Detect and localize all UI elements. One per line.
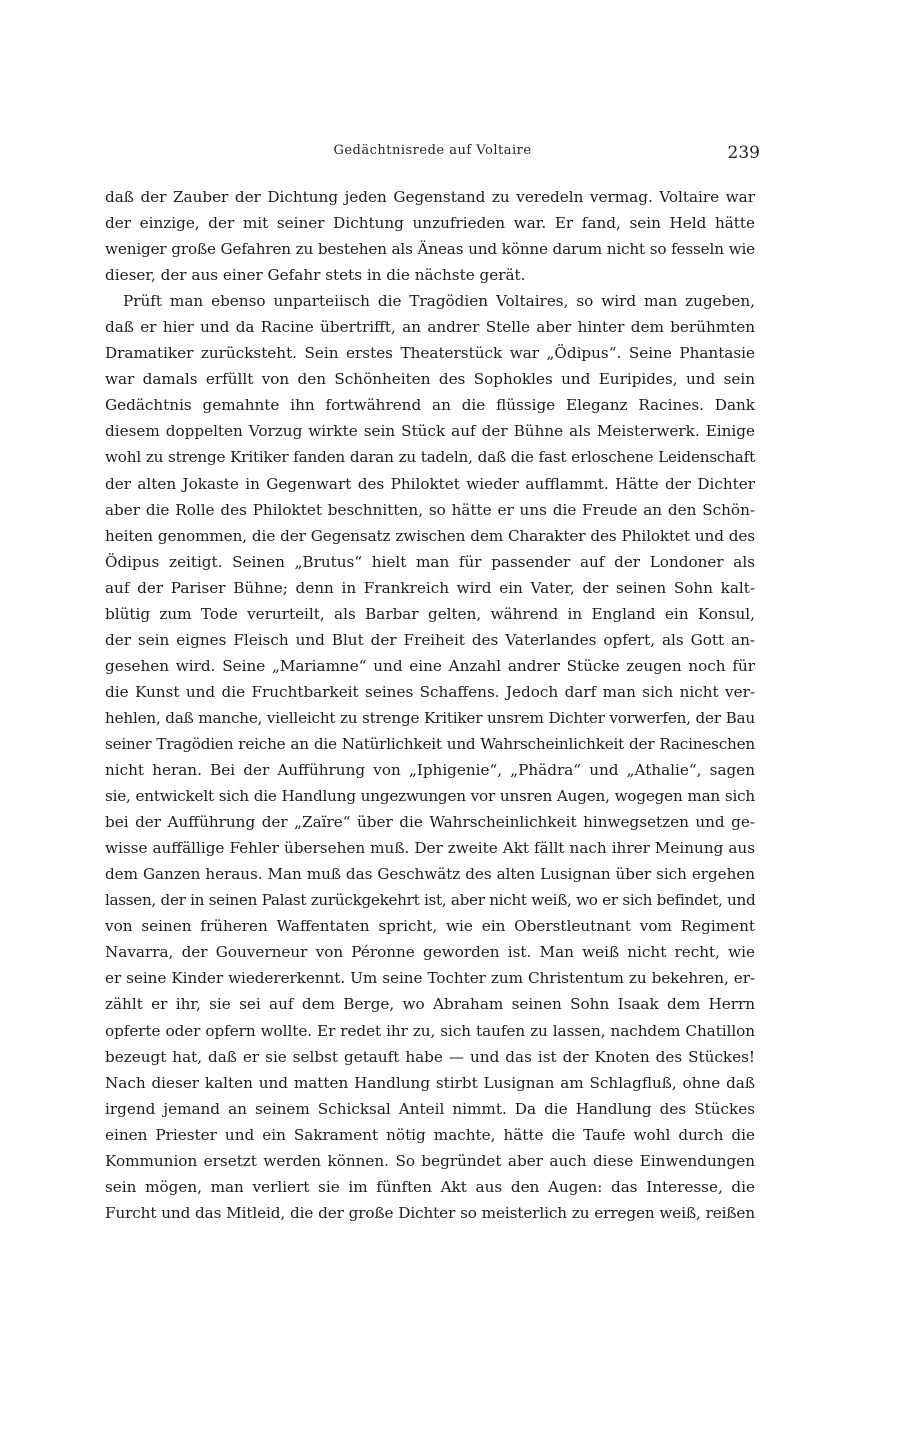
text-line: daß der Zauber der Dichtung jeden Gegenstand zu veredeln vermag. Voltaire war — [105, 188, 755, 206]
text-line: auf der Pariser Bühne; denn in Frankreich wird ein Vater, der seinen Sohn kalt- — [105, 578, 755, 597]
text-line: aber die Rolle des Philoktet beschnitten, so hätte er uns die Freude an den Schön- — [105, 500, 755, 519]
text-line: von seinen früheren Waffentaten spricht, wie ein Oberstleutnant vom Regiment — [105, 917, 755, 936]
text-line: Ödipus zeitigt. Seinen „Brutus“ hielt man für passender auf der Londoner als — [105, 552, 755, 571]
text-line: diesem doppelten Vorzug wirkte sein Stück auf der Bühne als Meisterwerk. Einige — [105, 422, 755, 441]
text-line: der alten Jokaste in Gegenwart des Philoktet wieder aufflammt. Hätte der Dichter — [105, 474, 755, 493]
text-line: opferte oder opfern wollte. Er redet ihr zu, sich taufen zu lassen, nachdem Chatillon — [105, 1021, 755, 1040]
text-line: Nach dieser kalten und matten Handlung stirbt Lusignan am Schlagfluß, ohne daß — [105, 1073, 755, 1092]
text-line: gesehen wird. Seine „Mariamne“ und eine Anzahl andrer Stücke zeugen noch für — [105, 656, 755, 675]
text-line: hehlen, daß manche, vielleicht zu strenge Kritiker unsrem Dichter vorwerfen, der Bau — [105, 708, 755, 727]
text-line: die Kunst und die Fruchtbarkeit seines Schaffens. Jedoch darf man sich nicht ver- — [105, 682, 755, 701]
text-line: wohl zu strenge Kritiker fanden daran zu tadeln, daß die fast erloschene Leidenschaft — [105, 448, 755, 467]
text-line: der einzige, der mit seiner Dichtung unzufrieden war. Er fand, sein Held hätte — [105, 214, 755, 233]
text-line: wisse auffällige Fehler übersehen muß. Der zweite Akt fällt nach ihrer Meinung aus — [105, 839, 755, 858]
text-line: Furcht und das Mitleid, die der große Dichter so meisterlich zu erregen weiß, reißen — [105, 1203, 755, 1222]
text-line: Prüft man ebenso unparteiisch die Tragödien Voltaires, so wird man zugeben, — [123, 292, 755, 311]
text-line: Navarra, der Gouverneur von Péronne geworden ist. Man weiß nicht recht, wie — [105, 943, 755, 962]
text-line: er seine Kinder wiedererkennt. Um seine Tochter zum Christentum zu bekehren, er- — [105, 969, 755, 988]
text-line: der sein eignes Fleisch und Blut der Freiheit des Vaterlandes opfert, als Gott an- — [105, 630, 755, 649]
text-line: bei der Aufführung der „Zaïre“ über die Wahrscheinlichkeit hinwegsetzen und ge- — [105, 813, 755, 832]
text-line: bezeugt hat, daß er sie selbst getauft habe — und das ist der Knoten des Stückes! — [105, 1047, 755, 1066]
text-line: Kommunion ersetzt werden können. So begründet aber auch diese Einwendungen — [105, 1151, 755, 1170]
text-line: Dramatiker zurücksteht. Sein erstes Theaterstück war „Ödipus“. Seine Phantasie — [105, 344, 755, 363]
text-line: dem Ganzen heraus. Man muß das Geschwätz des alten Lusignan über sich ergehen — [105, 865, 755, 884]
text-line: blütig zum Tode verurteilt, als Barbar gelten, während in England ein Konsul, — [105, 604, 755, 623]
text-line: lassen, der in seinen Palast zurückgekehrt ist, aber nicht weiß, wo er sich befindet, und — [105, 891, 756, 910]
text-line: zählt er ihr, sie sei auf dem Berge, wo Abraham seinen Sohn Isaak dem Herrn — [105, 995, 755, 1014]
text-line: war damals erfüllt von den Schönheiten des Sophokles und Euripides, und sein — [105, 370, 755, 389]
text-line: einen Priester und ein Sakrament nötig machte, hätte die Taufe wohl durch die — [105, 1125, 755, 1144]
running-title: Gedächtnisrede auf Voltaire — [333, 143, 532, 158]
text-line: weniger große Gefahren zu bestehen als Äneas und könne darum nicht so fesseln wie — [105, 240, 755, 259]
text-line: sein mögen, man verliert sie im fünften Akt aus den Augen: das Interesse, die — [105, 1177, 755, 1196]
text-line: dieser, der aus einer Gefahr stets in die nächste gerät. — [105, 266, 526, 285]
text-line: Gedächtnis gemahnte ihn fortwährend an die flüssige Eleganz Racines. Dank — [105, 396, 755, 415]
text-line: sie, entwickelt sich die Handlung ungezwungen vor unsren Augen, wogegen man sich — [105, 787, 755, 806]
text-line: nicht heran. Bei der Aufführung von „Iphigenie“, „Phädra“ und „Athalie“, sagen — [105, 761, 755, 780]
text-line: irgend jemand an seinem Schicksal Anteil nimmt. Da die Handlung des Stückes — [105, 1099, 755, 1118]
text-line: heiten genommen, die der Gegensatz zwischen dem Charakter des Philoktet und des — [105, 526, 755, 545]
text-line: seiner Tragödien reiche an die Natürlichkeit und Wahrscheinlichkeit der Racineschen — [105, 734, 755, 753]
running-head — [105, 143, 760, 167]
text-line: daß er hier und da Racine übertrifft, an andrer Stelle aber hinter dem berühmten — [105, 318, 755, 337]
page-number: 239 — [727, 143, 760, 163]
body-text — [105, 184, 755, 1226]
